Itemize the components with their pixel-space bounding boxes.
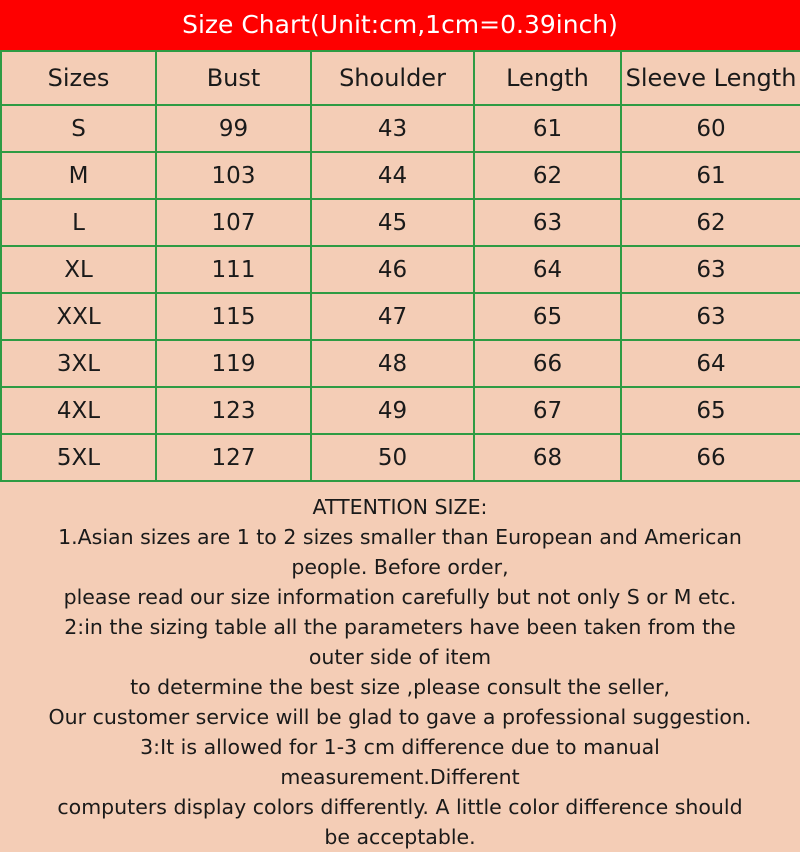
- column-header-sizes: Sizes: [1, 51, 156, 105]
- cell-shoulder: 45: [311, 199, 474, 246]
- table-header-row: [1, 51, 800, 105]
- cell-length: 65: [474, 293, 621, 340]
- attention-line: computers display colors differently. A little color difference should: [57, 795, 743, 819]
- cell-shoulder: 50: [311, 434, 474, 481]
- cell-bust: 127: [156, 434, 311, 481]
- cell-size: L: [1, 199, 156, 246]
- attention-line: outer side of item: [308, 645, 492, 669]
- cell-shoulder: 44: [311, 152, 474, 199]
- cell-bust: 107: [156, 199, 311, 246]
- attention-section: [0, 482, 800, 852]
- cell-shoulder: 48: [311, 340, 474, 387]
- cell-bust: 99: [156, 105, 311, 152]
- cell-size: 5XL: [1, 434, 156, 481]
- table-row: [1, 387, 800, 434]
- chart-title: Size Chart(Unit:cm,1cm=0.39inch): [0, 0, 800, 50]
- cell-size: XL: [1, 246, 156, 293]
- table-row: [1, 293, 800, 340]
- table-row: [1, 246, 800, 293]
- cell-shoulder: 43: [311, 105, 474, 152]
- size-table: [0, 50, 800, 482]
- column-header-sleeve-length: Sleeve Length: [621, 51, 800, 105]
- cell-length: 61: [474, 105, 621, 152]
- cell-size: 3XL: [1, 340, 156, 387]
- table-row: [1, 340, 800, 387]
- cell-length: 68: [474, 434, 621, 481]
- column-header-bust: Bust: [156, 51, 311, 105]
- cell-sleeve-length: 65: [621, 387, 800, 434]
- table-row: [1, 152, 800, 199]
- cell-sleeve-length: 63: [621, 246, 800, 293]
- table-row: [1, 199, 800, 246]
- cell-sleeve-length: 64: [621, 340, 800, 387]
- cell-sleeve-length: 63: [621, 293, 800, 340]
- column-header-length: Length: [474, 51, 621, 105]
- cell-length: 64: [474, 246, 621, 293]
- cell-bust: 103: [156, 152, 311, 199]
- cell-sleeve-length: 60: [621, 105, 800, 152]
- attention-heading: ATTENTION SIZE:: [312, 495, 488, 519]
- cell-sleeve-length: 62: [621, 199, 800, 246]
- cell-size: S: [1, 105, 156, 152]
- cell-bust: 115: [156, 293, 311, 340]
- cell-length: 66: [474, 340, 621, 387]
- cell-length: 67: [474, 387, 621, 434]
- cell-shoulder: 46: [311, 246, 474, 293]
- cell-size: M: [1, 152, 156, 199]
- cell-shoulder: 49: [311, 387, 474, 434]
- cell-size: 4XL: [1, 387, 156, 434]
- cell-bust: 119: [156, 340, 311, 387]
- table-row: [1, 434, 800, 481]
- attention-line: measurement.Different: [280, 765, 520, 789]
- attention-line: to determine the best size ,please consult the seller,: [130, 675, 670, 699]
- cell-sleeve-length: 61: [621, 152, 800, 199]
- attention-line: 3:It is allowed for 1-3 cm difference due to manual: [140, 735, 660, 759]
- cell-length: 62: [474, 152, 621, 199]
- cell-shoulder: 47: [311, 293, 474, 340]
- attention-line: 2:in the sizing table all the parameters have been taken from the: [64, 615, 736, 639]
- table-row: [1, 105, 800, 152]
- cell-bust: 123: [156, 387, 311, 434]
- cell-length: 63: [474, 199, 621, 246]
- attention-line: people. Before order,: [291, 555, 509, 579]
- attention-line: 1.Asian sizes are 1 to 2 sizes smaller than European and American: [58, 525, 742, 549]
- attention-line: Our customer service will be glad to gave a professional suggestion.: [48, 705, 752, 729]
- attention-line: please read our size information carefully but not only S or M etc.: [63, 585, 737, 609]
- column-header-shoulder: Shoulder: [311, 51, 474, 105]
- cell-size: XXL: [1, 293, 156, 340]
- attention-line: be acceptable.: [324, 825, 476, 849]
- cell-sleeve-length: 66: [621, 434, 800, 481]
- cell-bust: 111: [156, 246, 311, 293]
